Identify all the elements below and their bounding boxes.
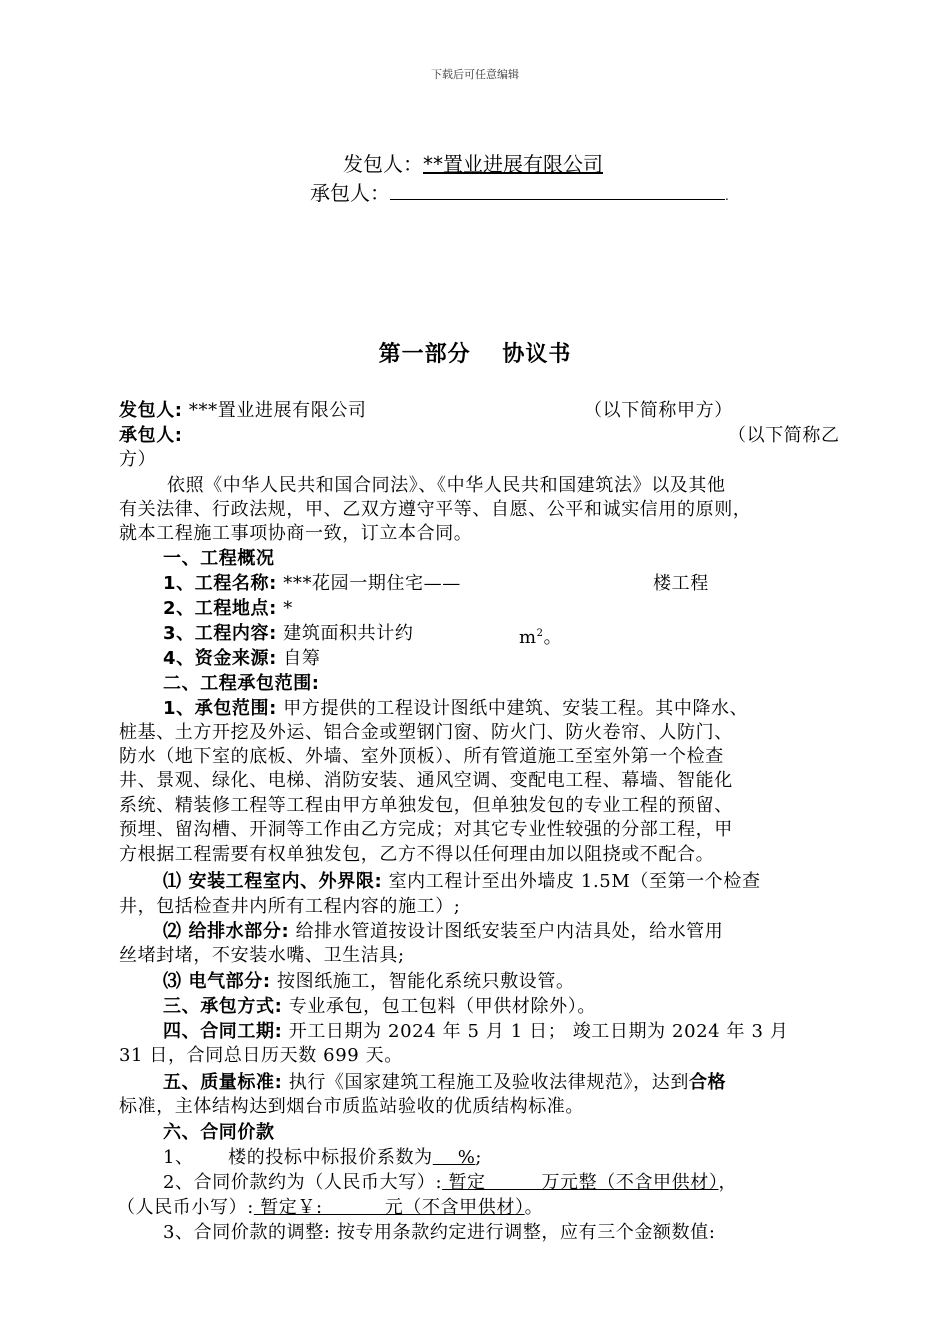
- s1-content-end: 。: [543, 627, 563, 648]
- s2-item3-label: ⑶ 电气部分:: [163, 971, 271, 992]
- s6-p1: [163, 1146, 482, 1170]
- s2-item2-label: ⑵ 给排水部分:: [163, 921, 290, 942]
- intro-line-2: 有关法律、行政法规，甲、乙双方遵守平等、自愿、公平和诚实信用的原则，: [119, 499, 752, 520]
- s2-scope-line-6: 方根据工程需要有权单独发包，乙方不得以任何理由加以阻挠或不配合。: [119, 844, 715, 865]
- cover-employer-label: 发包人：: [343, 152, 423, 176]
- s2-scope-line-3: 井、景观、绿化、电梯、消防安装、通风空调、变配电工程、幕墙、智能化: [119, 770, 733, 791]
- s3: [163, 995, 596, 1019]
- s1-name: [163, 572, 461, 596]
- cover-contractor: [310, 177, 729, 206]
- s1-name-value: ***花园一期住宅——: [276, 573, 461, 594]
- s2-scope-line-2: 防水（地下室的底板、外墙、室外顶板）、所有管道施工至室外第一个检查: [119, 746, 724, 767]
- s2-scope-line-5: 预埋、留沟槽、开洞等工作由乙方完成；对其它专业性较强的分部工程，甲: [119, 819, 733, 840]
- header-note: 下载后可任意编辑: [431, 68, 519, 81]
- intro-line-3: 就本工程施工事项协商一致，订立本合同。: [119, 523, 473, 544]
- s2-scope-label: 1、承包范围:: [163, 698, 277, 719]
- s6-p2-end: ，: [718, 1172, 738, 1193]
- s1-location: [163, 597, 293, 621]
- s5-first: 执行《国家建筑工程施工及验收法律规范》，达到: [282, 1072, 689, 1093]
- party-contractor-label: 承包人:: [119, 425, 183, 446]
- s6-p1-blank: %: [432, 1147, 476, 1168]
- s3-label: 三、承包方式:: [163, 996, 283, 1017]
- s2-item1-first: 室内工程计至出外墙皮 1.5M（至第一个检查: [382, 871, 761, 892]
- intro-line-1: 依照《中华人民共和国合同法》、《中华人民共和国建筑法》以及其他: [167, 475, 726, 496]
- s2-scope: [163, 697, 748, 721]
- s2-heading: 二、工程承包范围:: [163, 673, 320, 694]
- s1-location-value: *: [276, 598, 293, 619]
- party-contractor-abbr-cont: 方）: [119, 449, 157, 470]
- s1-content-value: 建筑面积共计约: [276, 623, 414, 644]
- s6-p1-text: 1、 楼的投标中标报价系数为: [163, 1147, 433, 1168]
- s1-fund: [163, 647, 320, 671]
- s1-location-label: 2、工程地点:: [163, 598, 277, 619]
- s5: [163, 1071, 726, 1095]
- s1-content: [163, 622, 413, 646]
- s6-p3-text: （人民币小写）:: [117, 1197, 254, 1218]
- party-contractor-abbr: （以下简称乙: [728, 425, 840, 446]
- party-employer-abbr: （以下简称甲方）: [584, 400, 733, 421]
- s2-item2-first: 给排水管道按设计图纸安装至户内洁具处，给水管用: [289, 921, 724, 942]
- s2-item3-value: 按图纸施工，智能化系统只敷设管。: [270, 971, 575, 992]
- party-employer-label: 发包人:: [119, 400, 183, 421]
- s1-content-unit-m: m: [519, 627, 537, 648]
- party-employer: [119, 399, 367, 423]
- s1-content-label: 3、工程内容:: [163, 623, 277, 644]
- s6-p3-amount: 暂定￥: 元（不含甲供材）: [253, 1197, 525, 1218]
- s2-scope-line-4: 系统、精装修工程等工程由甲方单独发包，但单独发包的专业工程的预留、: [119, 795, 733, 816]
- s2-item3: [163, 970, 575, 994]
- s3-value: 专业承包，包工包料（甲供材除外）。: [282, 996, 596, 1017]
- s2-scope-line-1: 桩基、土方开挖及外运、铝合金或塑钢门窗、防火门、防火卷帘、人防门、: [119, 722, 733, 743]
- s6-p1-end: ;: [475, 1147, 483, 1168]
- s1-name-tail: 楼工程: [653, 573, 709, 594]
- s2-item2-second: 丝堵封堵，不安装水嘴、卫生洁具;: [119, 945, 405, 966]
- party-contractor: [119, 424, 183, 448]
- s4: [163, 1020, 788, 1044]
- s4-label: 四、合同工期:: [163, 1021, 283, 1042]
- s5-label: 五、质量标准:: [163, 1072, 283, 1093]
- s2-scope-first: 甲方提供的工程设计图纸中建筑、安装工程。其中降水、: [276, 698, 749, 719]
- s6-p2-amount: 暂定 万元整（不含甲供材）: [442, 1172, 719, 1193]
- cover-contractor-label: 承包人：: [310, 181, 390, 205]
- s5-second: 标准，主体结构达到烟台市质监站验收的优质结构标准。: [119, 1096, 584, 1117]
- s2-item1-second: 井，包括检查井内所有工程内容的施工）;: [119, 896, 461, 917]
- s1-fund-value: 自筹: [276, 648, 321, 669]
- s1-content-unit: [519, 622, 562, 650]
- party-employer-value: ***置业进展有限公司: [182, 400, 367, 421]
- cover-contractor-blank: [390, 183, 725, 200]
- s6-heading: 六、合同价款: [163, 1122, 275, 1143]
- s6-p3-end: 。: [524, 1197, 544, 1218]
- s2-item1-label: ⑴ 安装工程室内、外界限:: [163, 871, 383, 892]
- s1-content-unit-sup: 2: [536, 628, 544, 639]
- s1-name-label: 1、工程名称:: [163, 573, 277, 594]
- s5-first-bold: 合格: [688, 1072, 727, 1093]
- s2-item2: [163, 920, 723, 944]
- cover-employer: [343, 148, 603, 177]
- s2-item1: [163, 870, 761, 894]
- s6-p3: [117, 1196, 543, 1220]
- s4-second: 31 日，合同总日历天数 699 天。: [119, 1045, 403, 1066]
- s4-first: 开工日期为 2024 年 5 月 1 日； 竣工日期为 2024 年 3 月: [282, 1021, 789, 1042]
- s6-p2-text: 2、合同价款约为（人民币大写）:: [163, 1172, 443, 1193]
- s6-p4: 3、合同价款的调整: 按专用条款约定进行调整，应有三个金额数值:: [163, 1222, 716, 1243]
- cover-contractor-tail: .: [725, 189, 729, 203]
- cover-employer-value: **置业进展有限公司: [423, 152, 603, 176]
- s6-p2: [163, 1171, 737, 1195]
- part-title: 第一部分 协议书: [378, 342, 572, 367]
- s1-fund-label: 4、资金来源:: [163, 648, 277, 669]
- s1-heading: 一、工程概况: [163, 548, 275, 569]
